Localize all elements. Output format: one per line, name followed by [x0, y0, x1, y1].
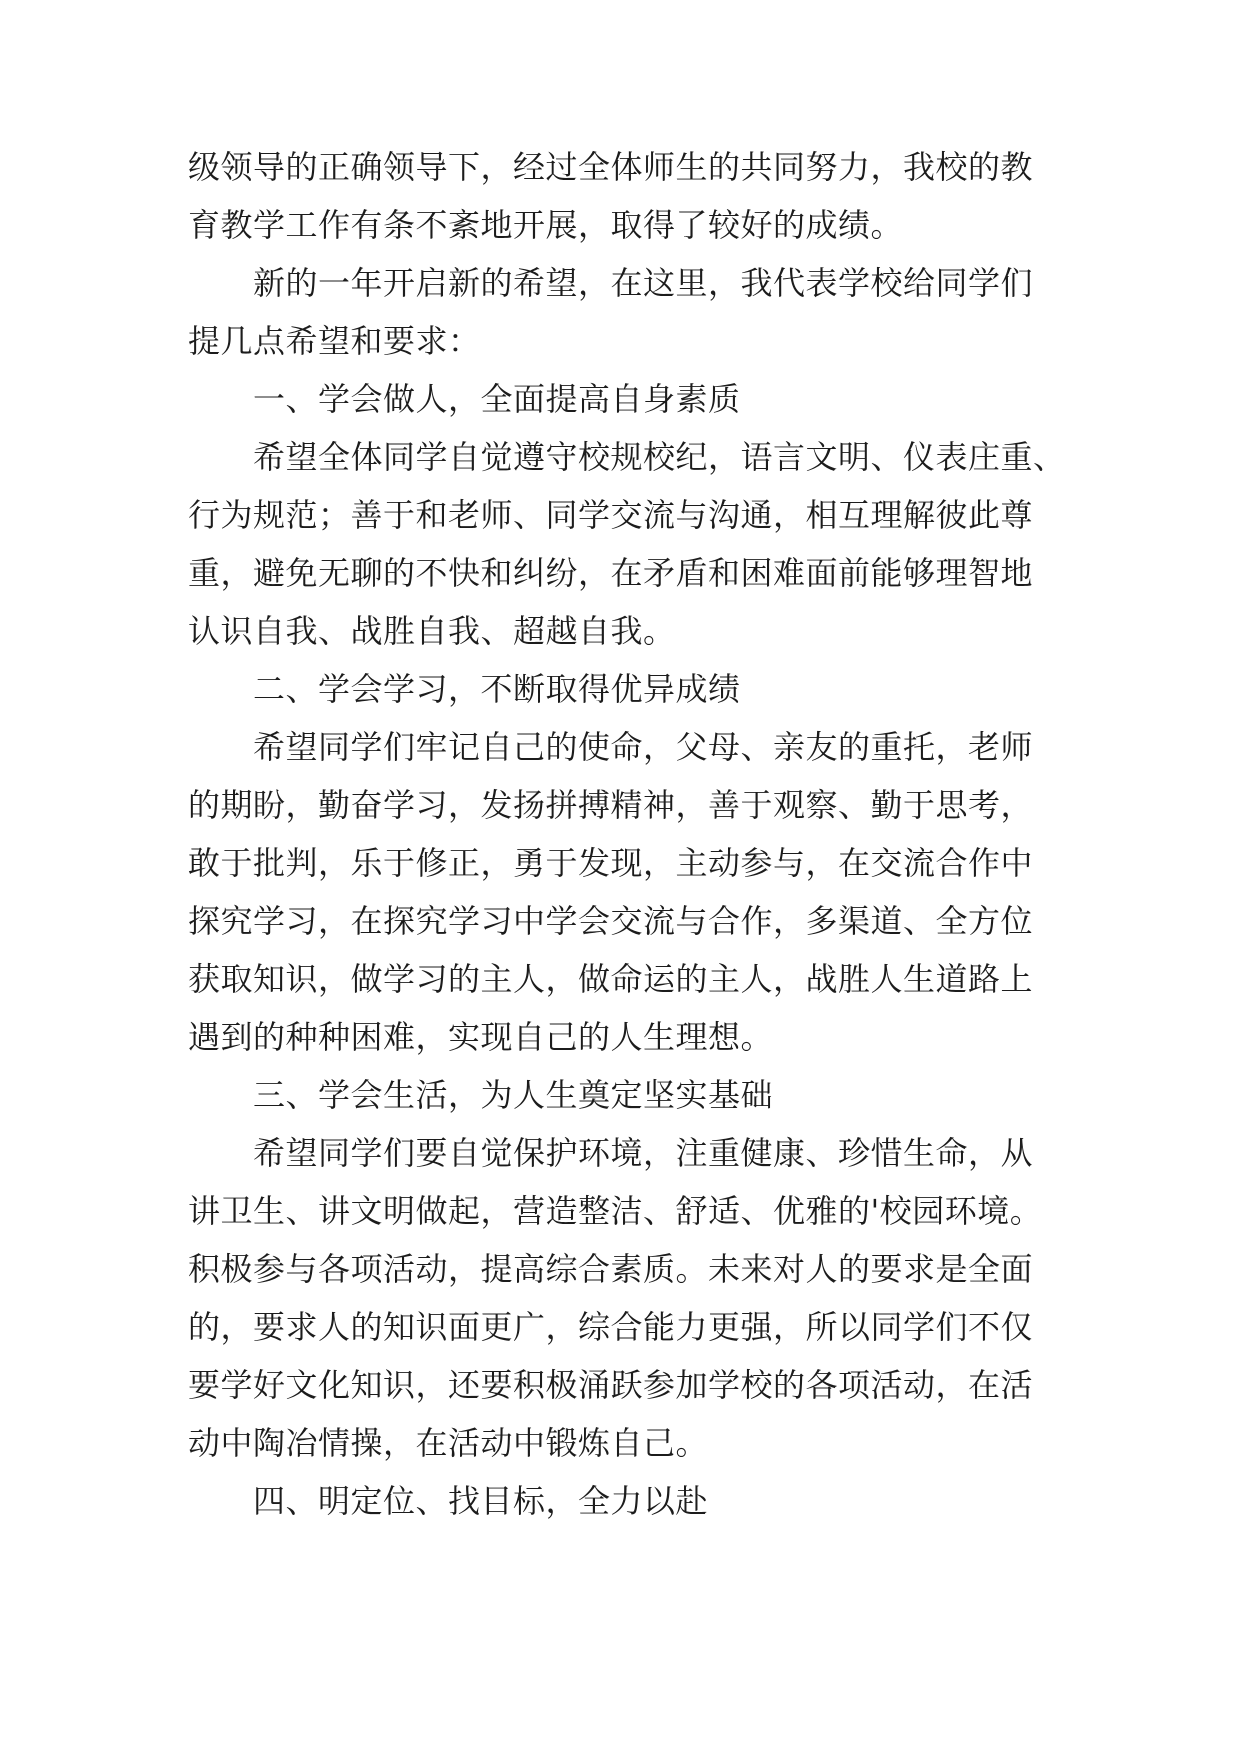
text-line: 行为规范；善于和老师、同学交流与沟通，相互理解彼此尊: [188, 496, 1034, 534]
text-line: 遇到的种种困难，实现自己的人生理想。: [188, 1018, 774, 1056]
text-line: 希望全体同学自觉遵守校规校纪，语言文明、仪表庄重、: [253, 438, 1066, 476]
section-heading: 一、学会做人，全面提高自身素质: [253, 380, 741, 418]
text-line: 的期盼，勤奋学习，发扬拼搏精神，善于观察、勤于思考，: [188, 786, 1034, 824]
text-line: 重，避免无聊的不快和纠纷，在矛盾和困难面前能够理智地: [188, 554, 1034, 592]
section-heading: 四、明定位、找目标，全力以赴: [253, 1482, 709, 1520]
section-heading: 三、学会生活，为人生奠定坚实基础: [253, 1076, 774, 1114]
text-line: 获取知识，做学习的主人，做命运的主人，战胜人生道路上: [188, 960, 1034, 998]
text-line: 动中陶冶情操，在活动中锻炼自己。: [188, 1424, 709, 1462]
text-line: 的，要求人的知识面更广，综合能力更强，所以同学们不仅: [188, 1308, 1034, 1346]
text-line: 级领导的正确领导下，经过全体师生的共同努力，我校的教: [188, 148, 1034, 186]
text-line: 提几点希望和要求：: [188, 322, 481, 360]
text-line: 认识自我、战胜自我、超越自我。: [188, 612, 676, 650]
text-line: 敢于批判，乐于修正，勇于发现，主动参与，在交流合作中: [188, 844, 1034, 882]
text-line: 希望同学们要自觉保护环境，注重健康、珍惜生命，从: [253, 1134, 1034, 1172]
text-line: 积极参与各项活动，提高综合素质。未来对人的要求是全面: [188, 1250, 1034, 1288]
text-line: 新的一年开启新的希望，在这里，我代表学校给同学们: [253, 264, 1034, 302]
text-line: 要学好文化知识，还要积极涌跃参加学校的各项活动，在活: [188, 1366, 1034, 1404]
text-line: 希望同学们牢记自己的使命，父母、亲友的重托，老师: [253, 728, 1034, 766]
text-line: 讲卫生、讲文明做起，营造整洁、舒适、优雅的'校园环境。: [188, 1192, 1043, 1230]
text-line: 育教学工作有条不紊地开展，取得了较好的成绩。: [188, 206, 904, 244]
text-line: 探究学习，在探究学习中学会交流与合作，多渠道、全方位: [188, 902, 1034, 940]
section-heading: 二、学会学习，不断取得优异成绩: [253, 670, 741, 708]
